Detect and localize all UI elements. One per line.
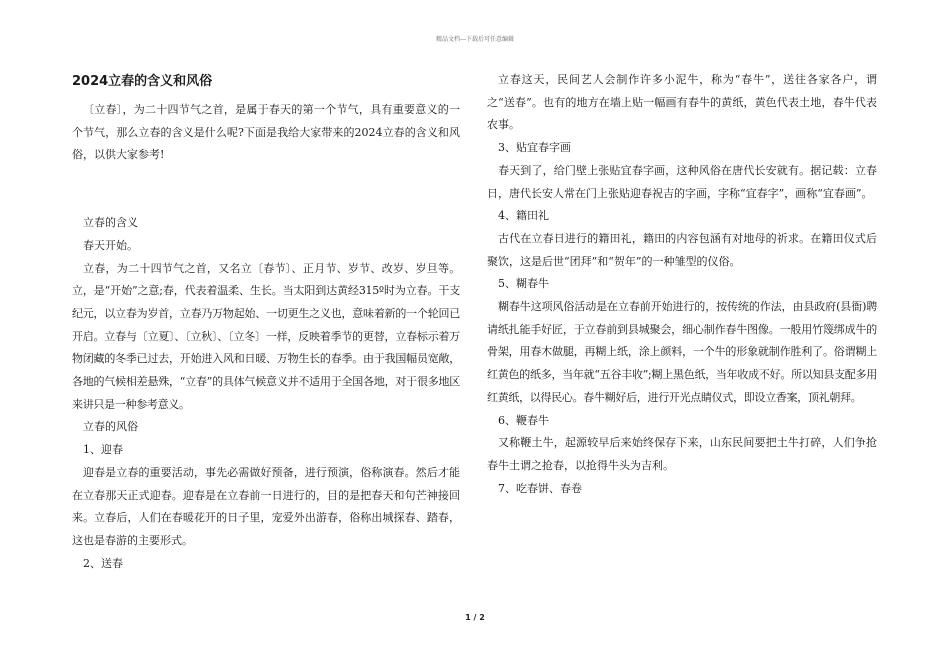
custom-paragraph-4: 古代在立春日进行的籍田礼，籍田的内容包涵有对地母的祈求。在籍田仪式后聚饮，这是后世“团拜”和“贺年”的一种雏型的仪俗。 bbox=[487, 231, 877, 268]
section-heading-meaning: 立春的含义 bbox=[83, 216, 138, 230]
custom-heading-6: 6、鞭春牛 bbox=[498, 413, 549, 427]
spacer bbox=[72, 167, 460, 212]
custom-heading-4: 4、籍田礼 bbox=[498, 209, 549, 223]
custom-heading-7: 7、吃春饼、春卷 bbox=[498, 481, 582, 495]
custom-paragraph-5: 糊春牛这项风俗活动是在立春前开始进行的，按传统的作法，由县政府(县衙)聘请纸扎能手好匠，于立春前到县城聚会，细心制作春牛图像。一般用竹篾绑成牛的骨架，用春木做腿，再糊上纸，涂上颜料，一个牛的形象就制作胜利了。俗谓糊上红黄色的纸多，当年就“五谷丰收”;糊上黑色纸，当年收成不好。所以知县支配多用红黄纸，以得民心。春牛糊好后，进行开光点睛仪式，即设立香案，顶礼朝拜。 bbox=[487, 300, 877, 404]
custom-paragraph-6: 又称鞭土牛，起源较早后来始终保存下来，山东民间要把土牛打碎，人们争抢春牛土谓之抢春，以抢得牛头为吉利。 bbox=[487, 436, 877, 472]
intro-paragraph: 〔立春〕，为二十四节气之首，是属于春天的第一个节气，具有重要意义的一个节气，那么立春的含义是什么呢?下面是我给大家带来的2024立春的含义和风俗，以供大家参考! bbox=[72, 103, 460, 162]
section-heading-customs: 立春的风俗 bbox=[83, 420, 138, 434]
left-column bbox=[72, 70, 460, 575]
meaning-lead: 春天开始。 bbox=[83, 238, 138, 252]
custom-heading-1: 1、迎春 bbox=[83, 443, 123, 457]
custom-paragraph-2: 立春这天，民间艺人会制作许多小泥牛，称为“春牛”，送往各家各户，谓之“送春”。也有的地方在墙上贴一幅画有春牛的黄纸，黄色代表土地，春牛代表农事。 bbox=[487, 73, 877, 132]
page-number: 1 / 2 bbox=[465, 613, 485, 622]
document-title: 2024立春的含义和风俗 bbox=[72, 74, 213, 89]
custom-paragraph-3: 春天到了，给门壁上张贴宜春字画，这种风俗在唐代长安就有。据记载：立春日，唐代长安人常在门上张贴迎春祝吉的字画，字称“宜春字”，画称“宜春画”。 bbox=[487, 163, 877, 200]
custom-heading-5: 5、糊春牛 bbox=[498, 277, 549, 291]
custom-heading-3: 3、贴宜春字画 bbox=[498, 141, 571, 155]
right-column bbox=[487, 69, 877, 500]
page-header: 精品文档---下载后可任意编辑 bbox=[435, 36, 515, 43]
meaning-paragraph: 立春，为二十四节气之首，又名立〔春节〕、正月节、岁节、改岁、岁旦等。立，是“开始”之意;春，代表着温柔、生长。当太阳到达黄经315º时为立春。干支纪元，以立春为岁首，立春乃万物起始、一切更生之义也，意味着新的一个轮回已开启。立春与〔立夏〕、〔立秋〕、〔立冬〕一样，反映着季节的更替，立春标示着万物闭藏的冬季已过去，开始进入风和日暖、万物生长的春季。由于我国幅员宽敞，各地的气候相差悬殊，“立春”的具体气候意义并不适用于全国各地，对于很多地区来讲只是一种参考意义。 bbox=[72, 261, 460, 411]
custom-heading-2: 2、送春 bbox=[83, 556, 123, 570]
custom-paragraph-1: 迎春是立春的重要活动，事先必需做好预备，进行预演，俗称演春。然后才能在立春那天正式迎春。迎春是在立春前一日进行的，目的是把春天和句芒神接回来。立春后，人们在春暖花开的日子里，宠爱外出游春，俗称出城探春、踏春，这也是春游的主要形式。 bbox=[72, 465, 460, 547]
